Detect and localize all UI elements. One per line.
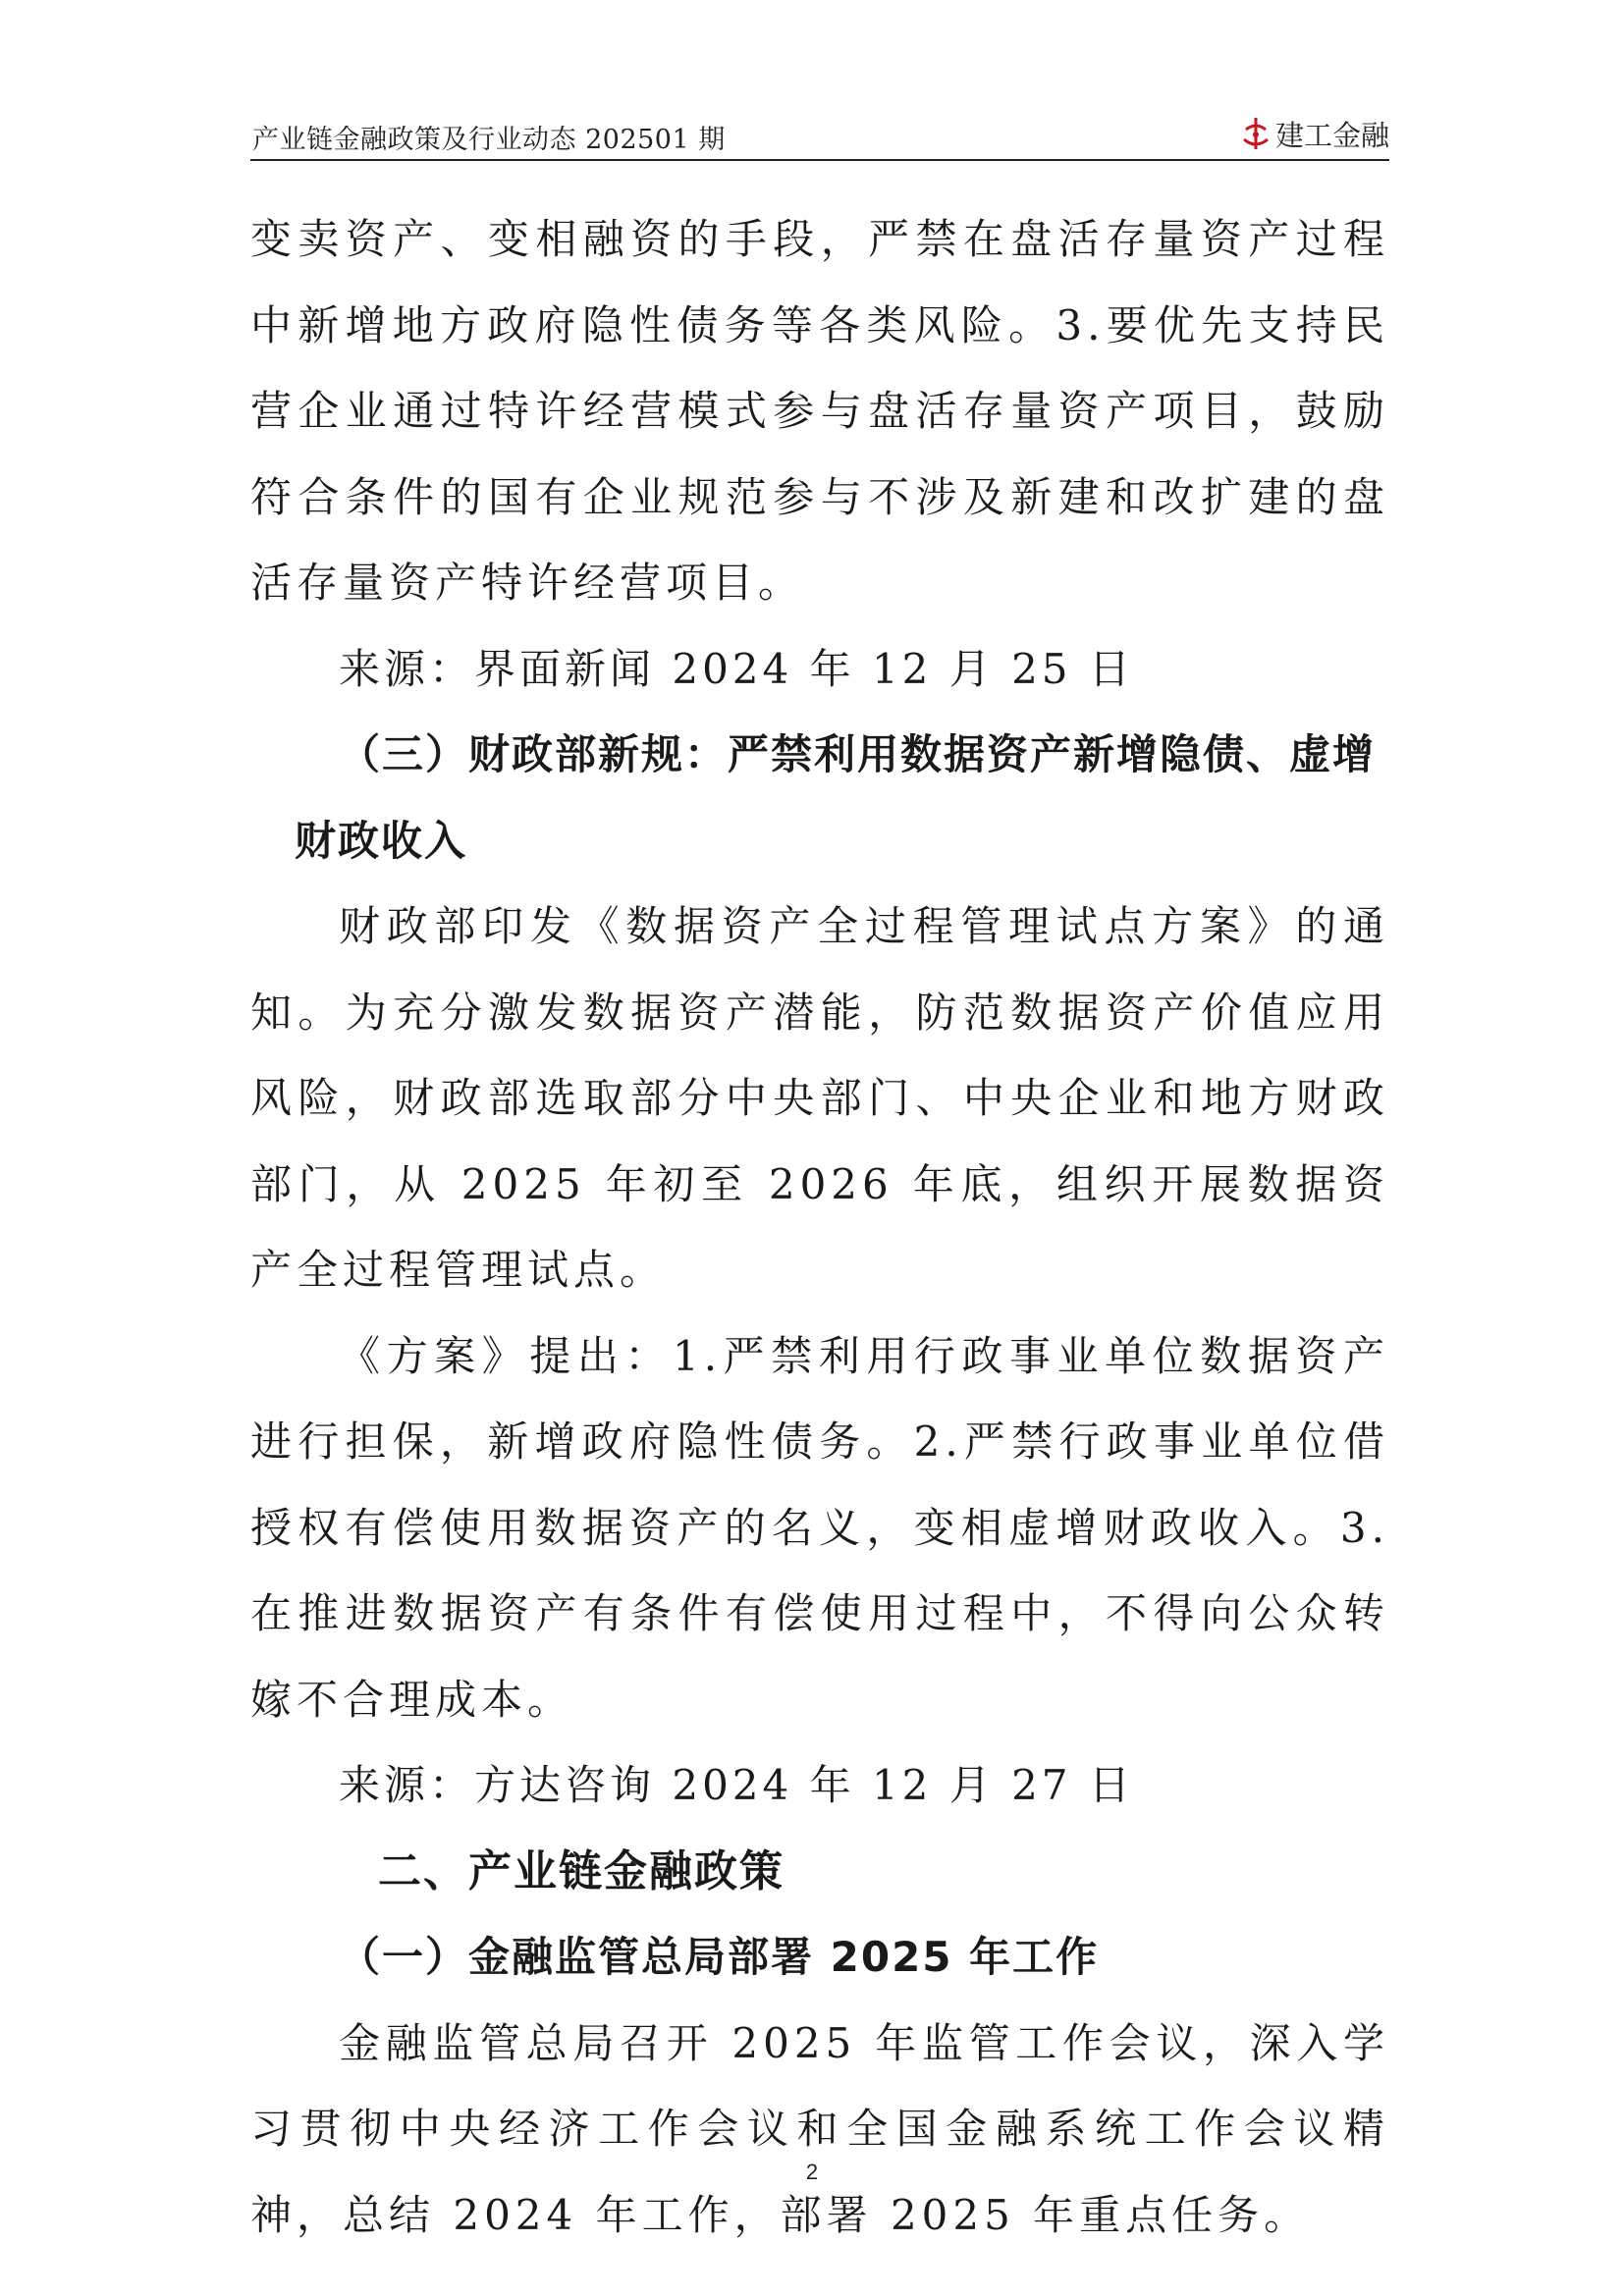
section-heading-2: 二、产业链金融政策 — [378, 1845, 785, 1896]
document-body — [250, 196, 1389, 2258]
header-brand-name: 建工金融 — [1274, 118, 1389, 152]
subheading-line-2: 财政收入 — [295, 816, 468, 865]
header-title: 产业链金融政策及行业动态 202501 期 — [252, 125, 726, 155]
source-line-2: 来源：方达咨询 2024 年 12 月 27 日 — [339, 1761, 1134, 1809]
paragraph-asset-revitalization: 变卖资产、变相融资的手段，严禁在盘活存量资产过程中新增地方政府隐性债务等各类风险。3.要优先支持民营企业通过特许经营模式参与盘活存量资产项目，鼓励符合条件的国有企业规范参与不涉及新建和改扩建的盘活存量资产特许经营项目。 — [250, 215, 1389, 607]
page-number: 2 — [805, 2160, 819, 2184]
page-header — [250, 114, 1389, 161]
subheading-nfra-2025: （一）金融监管总局部署 2025 年工作 — [339, 1933, 1100, 1981]
paragraph-data-asset-pilot: 财政部印发《数据资产全过程管理试点方案》的通知。为充分激发数据资产潜能，防范数据资产价值应用风险，财政部选取部分中央部门、中央企业和地方财政部门，从 2025 年初至 2026 年底，组织开展数据资产全过程管理试点。 — [250, 902, 1389, 1294]
jiangong-logo-icon — [1242, 116, 1270, 151]
source-line-1: 来源：界面新闻 2024 年 12 月 25 日 — [339, 644, 1134, 693]
header-brand — [1242, 114, 1389, 153]
paragraph-plan-requirements: 《方案》提出：1.严禁利用行政事业单位数据资产进行担保，新增政府隐性债务。2.严禁行政事业单位借授权有偿使用数据资产的名义，变相虚增财政收入。3.在推进数据资产有条件有偿使用过程中，不得向公众转嫁不合理成本。 — [250, 1331, 1389, 1724]
subheading-mof-new-rules — [250, 712, 1389, 883]
subheading-line-1: （三）财政部新规：严禁利用数据资产新增隐债、虚增 — [339, 730, 1377, 778]
paragraph-nfra-meeting: 金融监管总局召开 2025 年监管工作会议，深入学习贯彻中央经济工作会议和全国金融系统工作会议精神，总结 2024 年工作，部署 2025 年重点任务。 — [250, 2018, 1389, 2239]
